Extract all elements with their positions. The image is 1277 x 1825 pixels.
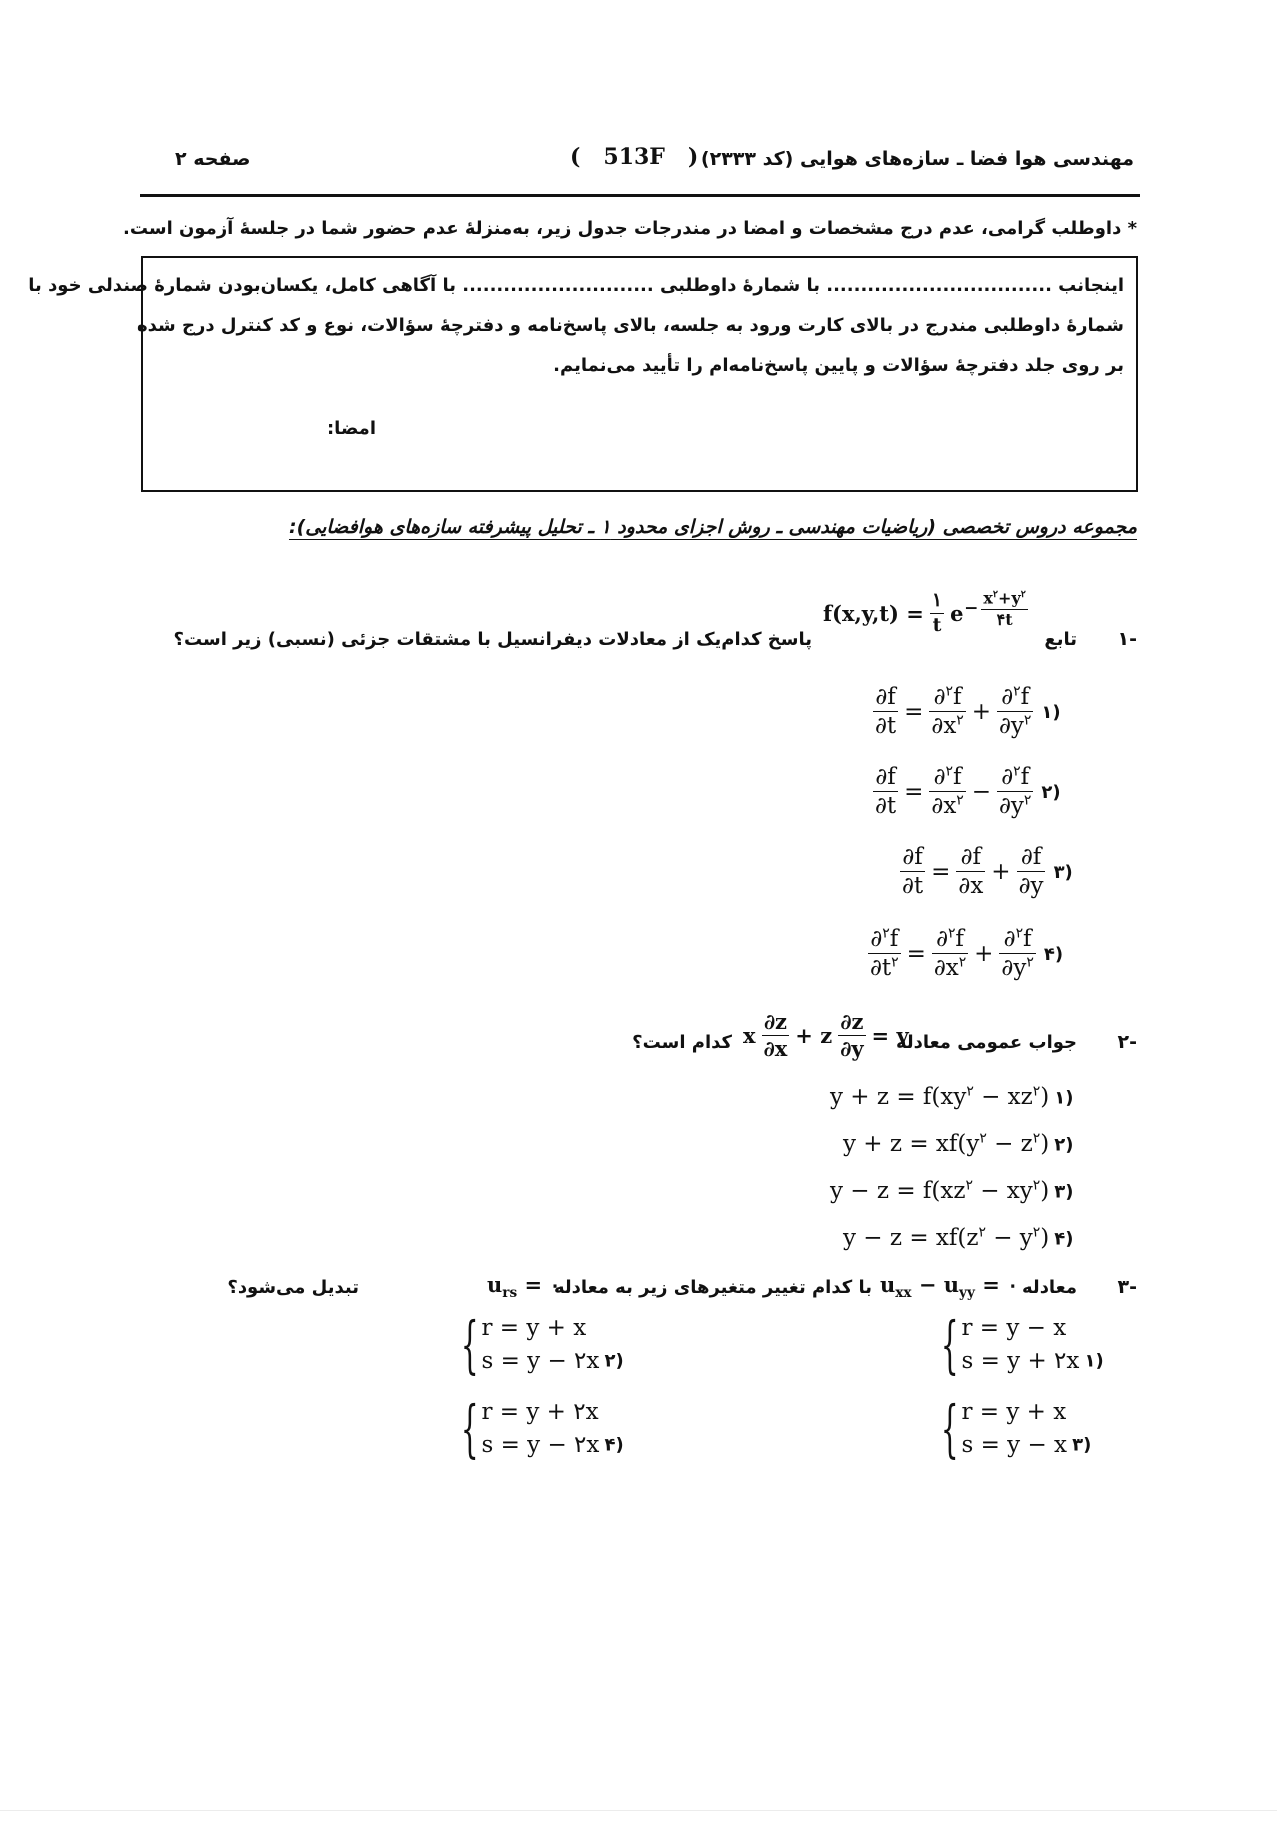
question-2-pre: جواب عمومی معادله — [895, 1032, 1077, 1053]
question-3-option-4[interactable]: { r = y + ۲x s = y − ۲x ۴) — [460, 1392, 624, 1466]
option-label: ۱) — [1041, 701, 1061, 723]
question-2-option-1[interactable]: $y + z = f(xy^۲ - xz^۲)$ ۱) — [830, 1083, 1074, 1110]
question-1-option-4[interactable]: $\frac{\partial^۲f}{\partial t^۲}$ = $\frac{\partial^۲f}{\partial x^۲}$ + $\frac{\partial^۲f}{\partial y^۲}$ ۴) — [870, 925, 1064, 982]
question-3-option-3[interactable]: { r = y + x s = y − x ۳) — [940, 1392, 1092, 1466]
declaration-line-3: بر روی جلد دفترچهٔ سؤالات و پایین پاسخ‌نامه‌ام را تأیید می‌نمایم. — [553, 355, 1124, 376]
option-label: ۳) — [1053, 861, 1073, 883]
option-label: ۳) — [1072, 1434, 1092, 1456]
question-3-number: -۳ — [1117, 1276, 1137, 1298]
signature-label: امضا: — [326, 418, 376, 439]
option-label: ۴) — [604, 1434, 624, 1456]
question-3-equation: $u_{xx} - u_{yy}$ = ۰ — [880, 1272, 1019, 1302]
page-bottom-edge — [0, 1810, 1277, 1811]
question-1-function: f(x,y,t) = $\frac{۱}{t}$ e − $\frac{x^۲+y^۲}{۴t}$ — [823, 588, 1026, 636]
option-label: ۱) — [1084, 1350, 1104, 1372]
question-1-pre: تابع — [1044, 629, 1077, 650]
declaration-line-1: اینجانب ................................. با شمارهٔ داوطلبی ............................ با آگاهی کامل، یکسان‌بودن شمارهٔ صندلی خود با — [28, 275, 1124, 296]
declaration-line-2: شمارهٔ داوطلبی مندرج در بالای کارت ورود به جلسه، بالای پاسخ‌نامه و دفترچهٔ سؤالات، نوع و کد کنترل درج شده — [137, 315, 1124, 336]
question-3-text: تبدیل می‌شود؟ — [227, 1277, 359, 1298]
option-label: ۴) — [1054, 1228, 1074, 1250]
question-2-option-3[interactable]: $y - z = f(xz^۲ - xy^۲)$ ۳) — [830, 1177, 1074, 1204]
booklet-code: ( 513F ) — [570, 144, 699, 170]
header-divider — [140, 194, 1140, 197]
question-1-option-3[interactable]: $\frac{\partial f}{\partial t}$ = $\frac{\partial f}{\partial x}$ + $\frac{\partial f}{\partial y}$ ۳) — [902, 844, 1073, 900]
option-label: ۱) — [1054, 1087, 1074, 1109]
declaration-box — [28, 256, 1138, 492]
question-3-mid: با کدام تغییر متغیرهای زیر به معادله — [553, 1277, 872, 1298]
question-1-option-1[interactable]: $\frac{\partial f}{\partial t}$ = $\frac{\partial^۲f}{\partial x^۲}$ + $\frac{\partial^۲f}{\partial y^۲}$ ۱) — [875, 683, 1061, 740]
question-2-option-2[interactable]: $y + z = xf(y^۲ - z^۲)$ ۲) — [843, 1130, 1074, 1157]
page-number: صفحه ۲ — [175, 148, 251, 170]
question-3-option-2[interactable]: { r = y + x s = y − ۲x ۲) — [460, 1308, 624, 1382]
question-1-option-2[interactable]: $\frac{\partial f}{\partial t}$ = $\frac{\partial^۲f}{\partial x^۲}$ − $\frac{\partial^۲f}{\partial y^۲}$ ۲) — [875, 763, 1061, 820]
option-label: ۲) — [604, 1350, 624, 1372]
exam-title: مهندسی هوا فضا ـ سازه‌های هوایی (کد ۲۳۳۳) — [700, 148, 1134, 170]
question-2-equation: x $\frac{\partial z}{\partial x}$ + z $\frac{\partial z}{\partial y}$ = y — [743, 1009, 909, 1062]
question-1-text: پاسخ کدام‌یک از معادلات دیفرانسیل با مشتقات جزئی (نسبی) زیر است؟ — [173, 629, 812, 650]
question-2-number: -۲ — [1117, 1031, 1137, 1053]
option-label: ۲) — [1054, 1134, 1074, 1156]
candidate-notice: * داوطلب گرامی، عدم درج مشخصات و امضا در مندرجات جدول زیر، به‌منزلهٔ عدم حضور شما در جلسهٔ آزمون است. — [123, 218, 1137, 239]
question-2-text: کدام است؟ — [632, 1032, 732, 1053]
option-label: ۲) — [1041, 781, 1061, 803]
option-label: ۳) — [1054, 1181, 1074, 1203]
option-label: ۴) — [1043, 943, 1064, 965]
question-2-option-4[interactable]: $y - z = xf(z^۲ - y^۲)$ ۴) — [843, 1224, 1074, 1251]
section-title: مجموعه دروس تخصصی (ریاضیات مهندسی ـ روش اجزای محدود ۱ ـ تحلیل پیشرفته سازه‌های هوافضایی): — [288, 516, 1137, 538]
question-3-pre: معادله — [1022, 1277, 1077, 1298]
question-3-option-1[interactable]: { r = y − x s = y + ۲x ۱) — [940, 1308, 1104, 1382]
question-1-number: -۱ — [1117, 628, 1137, 650]
question-3-target-equation: $u_{rs}$ = ۰ — [487, 1272, 561, 1302]
